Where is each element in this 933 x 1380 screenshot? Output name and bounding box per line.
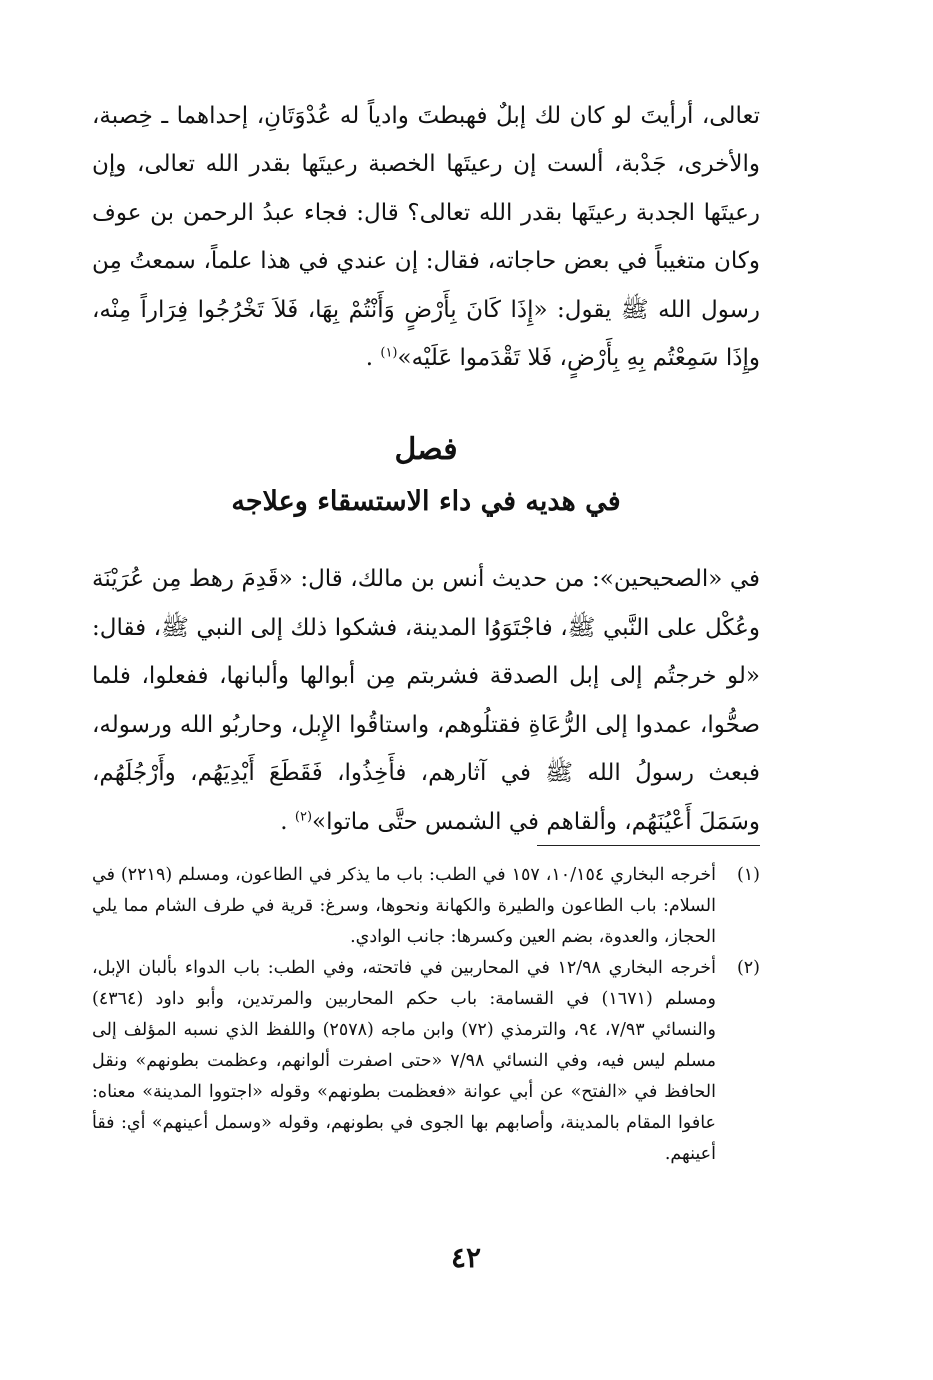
top-paragraph-text: تعالى، أرأيتَ لو كان لك إبلٌ فهبطتَ وادياً له عُدْوَتَانِ، إحداهما ـ خِصبة، والأخرى، جَدْبة، ألست إن رعيتَها الخصبة رعيتَها بقدر الله تعالى، وإن رعيتَها الجدبة رعيتَها بقدر الله تعالى؟ قال: فجاء عبدُ الرحمن بن عوف وكان متغيباً في بعض حاجاته، فقال: إن عندي في هذا علماً، سمعتُ مِن رسول الله ﷺ يقول: «إِذَا كَانَ بِأَرْضٍ وَأَنْتُمْ بِهَا، فَلاَ تَخْرُجُوا فِرَاراً مِنْه، وإِذَا سَمِعْتُم بِهِ بِأَرْضٍ، فَلا تَقْدَموا عَلَيْه» [92, 103, 760, 372]
footnotes [92, 860, 760, 1170]
section-title: فصل [394, 432, 458, 467]
second-paragraph [92, 555, 760, 847]
footnote-2 [92, 953, 760, 1170]
top-paragraph [92, 92, 760, 382]
footnote-text: أخرجه البخاري ١٢/٩٨ في المحاربين في فاتحته، وفي الطب: باب الدواء بألبان الإبل، ومسلم (١٦٧١) في القسامة: باب حكم المحاربين والمرتدين، وأبو داود (٤٣٦٤) والنسائي ٧/٩٣، ٩٤، والترمذي (٧٢) وابن ماجه (٢٥٧٨) واللفظ الذي نسبه المؤلف إلى مسلم ليس فيه، وفي النسائي ٧/٩٨ «حتى اصفرت ألوانهم، وعظمت بطونهم» ونقل الحافظ في «الفتح» عن أبي عوانة «فعظمت بطونهم» وقوله «اجتووا المدينة» معناه: عافوا المقام بالمدينة، وأصابهم بها الجوى في بطونهم، وقوله «وسمل أعينهم» أي: فقأ أعينهم. [92, 958, 716, 1164]
footnote-number: (٢) [736, 958, 760, 978]
footnote-ref-2: (٢) [294, 809, 313, 825]
page-number: ٤٢ [450, 1241, 482, 1274]
footnote-divider [537, 845, 760, 846]
footnote-ref-1: (١) [380, 345, 398, 361]
second-paragraph-end: . [280, 808, 295, 835]
footnote-number: (١) [736, 865, 760, 885]
section-subtitle: في هديه في داء الاستسقاء وعلاجه [231, 486, 621, 517]
footnote-1 [92, 860, 760, 953]
footnote-text: أخرجه البخاري ١٠/١٥٤، ١٥٧ في الطب: باب ما يذكر في الطاعون، ومسلم (٢٢١٩) في السلام: باب الطاعون والطيرة والكهانة ونحوها، وسرغ: قرية في طرف الشام مما يلي الحجاز، والعدوة، بضم العين وكسرها: جانب الوادي. [92, 865, 717, 947]
second-paragraph-text: في «الصحيحين»: من حديث أنس بن مالك، قال: «قَدِمَ رهط مِن عُرَيْنَة وعُكْل على النَّبي ﷺ، فاجْتَوَوُا المدينة، فشكوا ذلك إلى النبي ﷺ، فقال: «لو خرجتُم إلى إبل الصدقة فشربتم مِن أبوالها وألبانها، ففعلوا، فلما صحُّوا، عمدوا إلى الرُّعَاةِ فقتلُوهم، واستاقُوا الإِبل، وحاربُو الله ورسوله، فبعث رسولُ الله ﷺ في آثارهم، فأَخِذُوا، فَقَطَعَ أَيْدِيَهُم، وأَرْجُلَهُم، وسَمَلَ أَعْيُنَهُم، وألقاهم في الشمس حتَّى ماتوا» [92, 566, 760, 835]
top-paragraph-end: . [365, 345, 381, 372]
